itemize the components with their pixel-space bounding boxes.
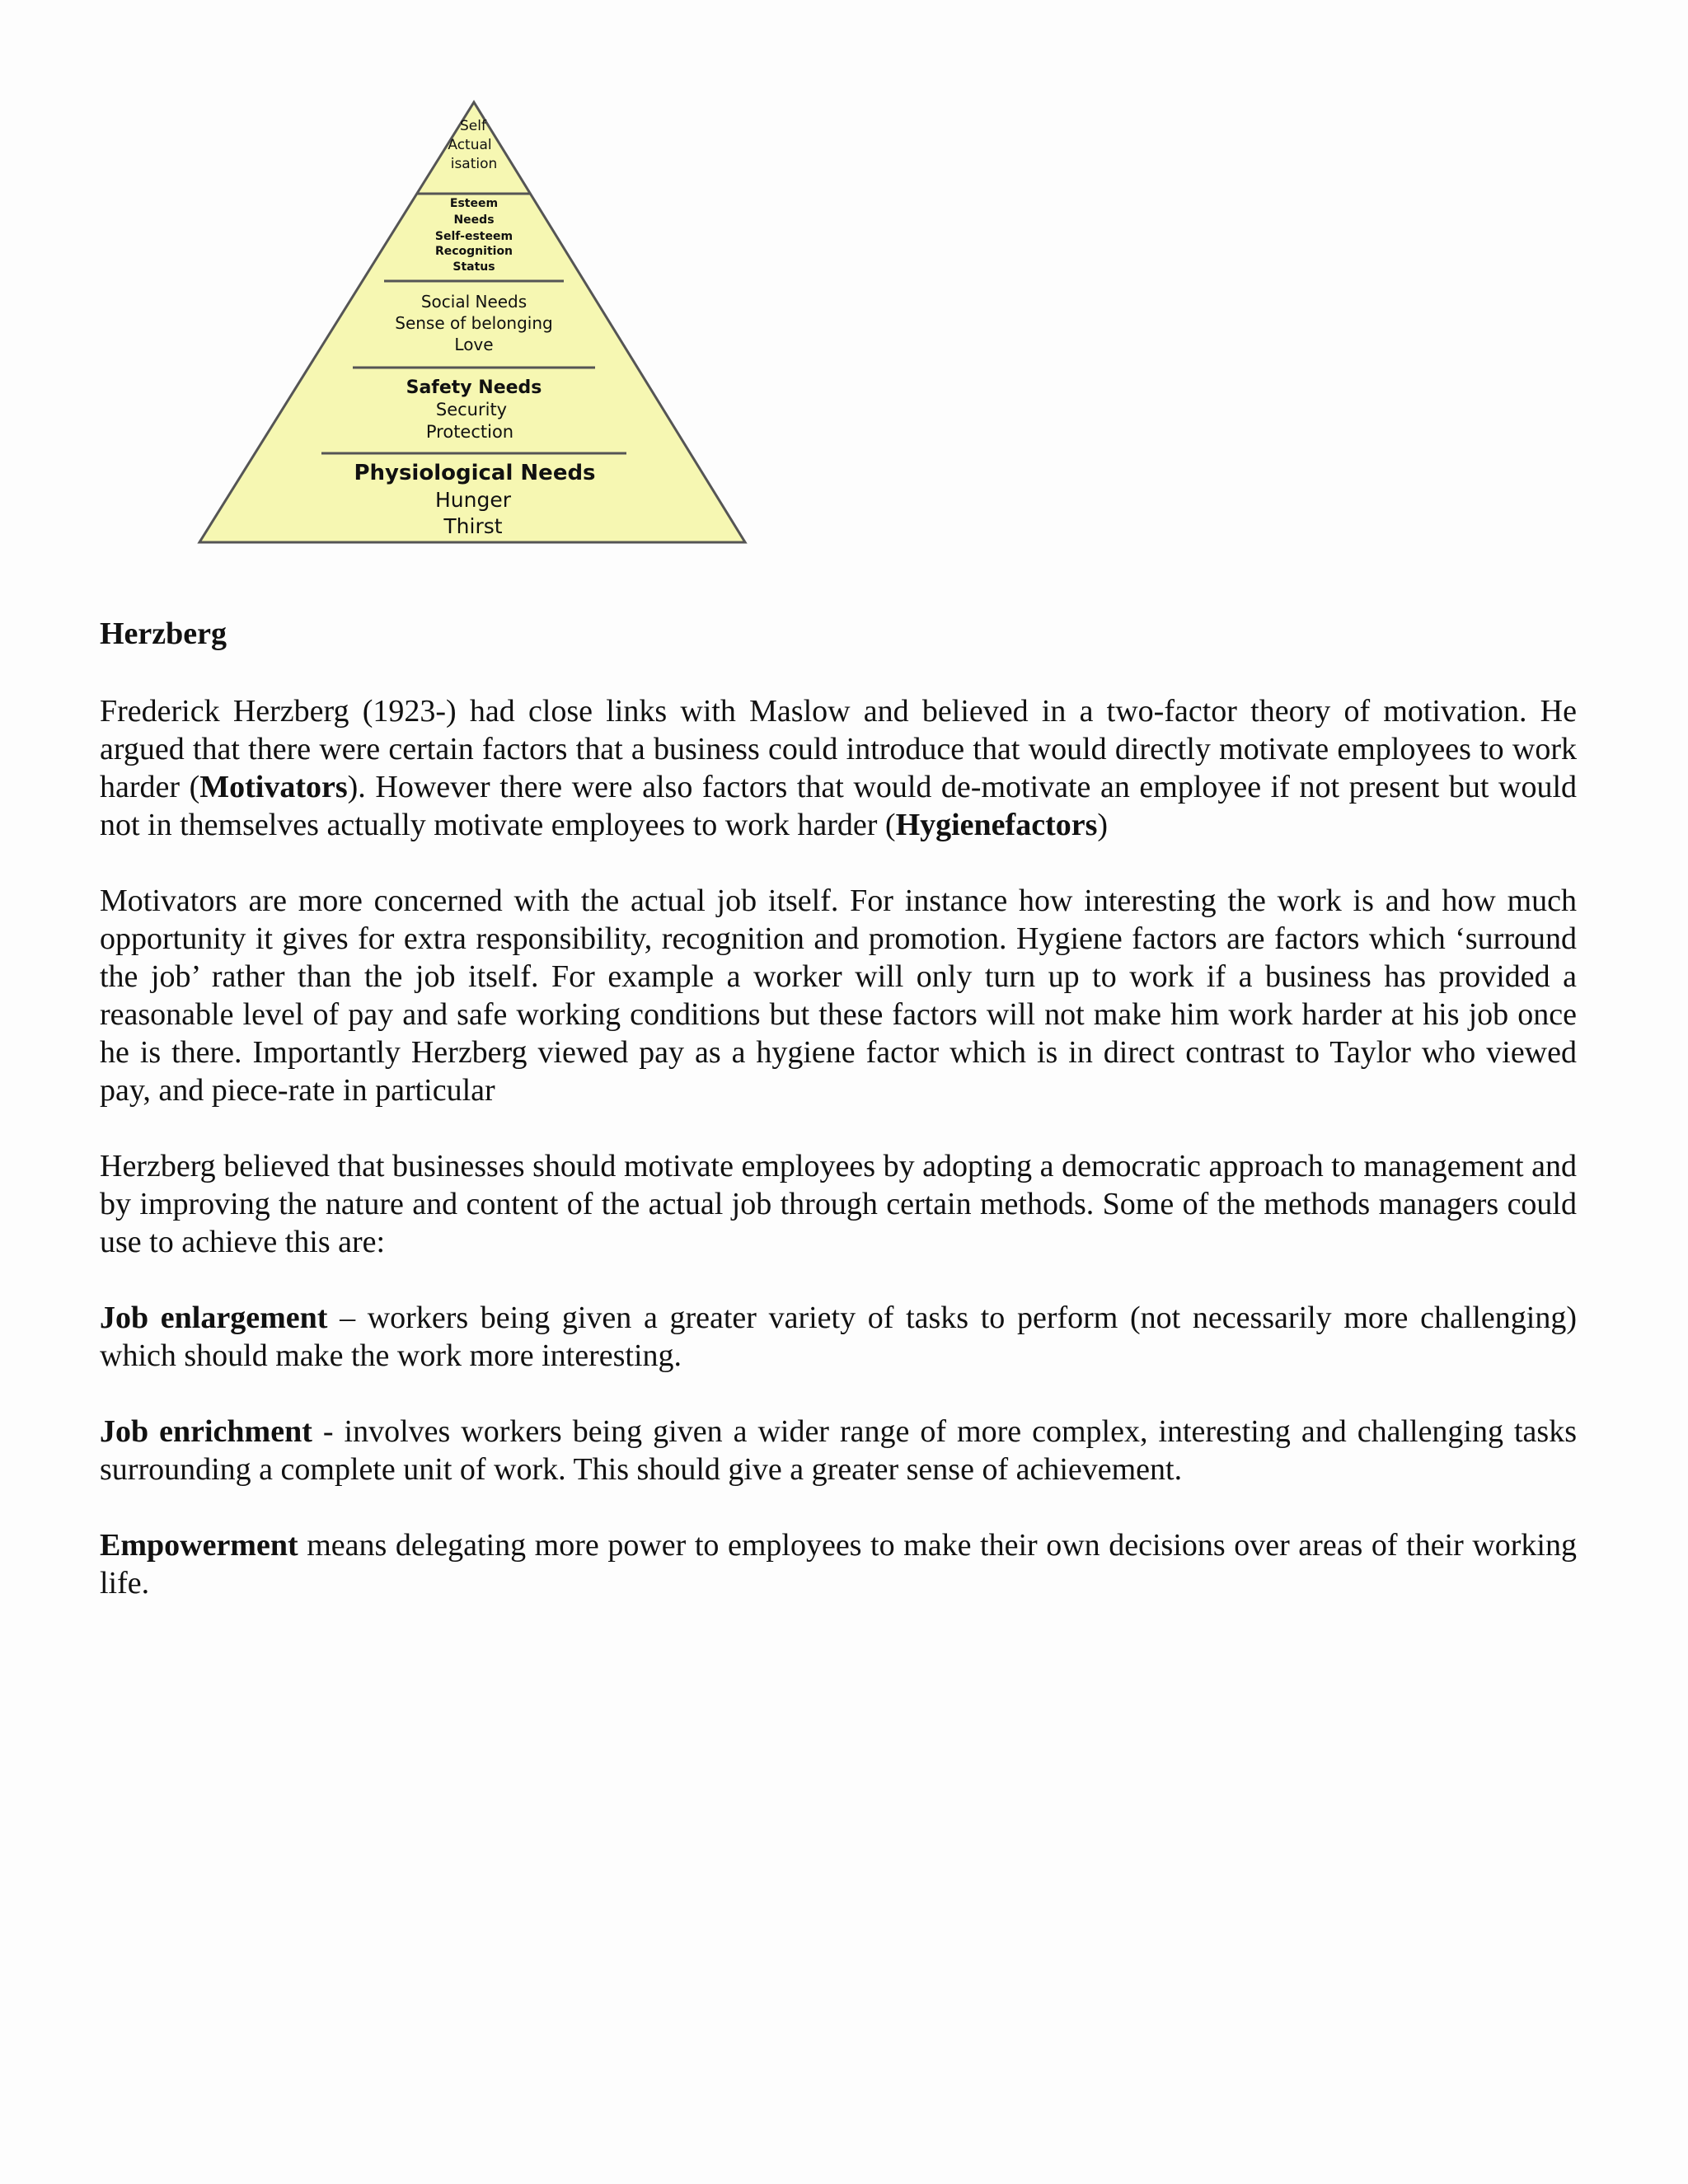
level-physiological-line: Thirst	[443, 514, 503, 538]
level-self-actualisation-line: Actual	[448, 137, 492, 153]
level-esteem-line: Self-esteem	[434, 230, 513, 243]
level-self-actualisation-line: isation	[450, 156, 498, 172]
level-social-line: Sense of belonging	[395, 313, 553, 333]
level-esteem-line: Recognition	[434, 245, 513, 258]
level-safety-title: Safety Needs	[406, 377, 542, 398]
paragraph-empowerment	[100, 1526, 1577, 1602]
level-social-line: Love	[454, 335, 494, 354]
level-safety-line: Security	[435, 400, 508, 419]
term-empowerment: Empowerment	[100, 1528, 298, 1563]
paragraph-two-factor-theory	[100, 692, 1577, 844]
level-physiological-line: Hunger	[434, 488, 512, 512]
definition-text: means delegating more power to employees to make their own decisions over areas of their working life.	[100, 1528, 1577, 1601]
term-hygiene-factors: Hygienefactors	[895, 808, 1098, 842]
level-esteem-line: Status	[452, 260, 495, 274]
level-social-line: Social Needs	[420, 292, 528, 312]
term-job-enlargement: Job enlargement	[100, 1301, 328, 1335]
definition-text: – workers being given a greater variety of tasks to perform (not necessarily more challenging) which should make the work more interesting.	[100, 1301, 1578, 1373]
maslow-pyramid-diagram	[195, 97, 758, 552]
level-safety-line: Protection	[425, 422, 514, 442]
paragraph-motivators-hygiene: Motivators are more concerned with the actual job itself. For instance how interesting the work is and how much opportunity it gives for extra responsibility, recognition and promotion. Hygiene factors are factors which ‘surround the job’ rather than the job itself. For example a worker will only turn up to work if a business has provided a reasonable level of pay and safe working conditions but these factors will not make him work harder at his job once he is there. Importantly Herzberg viewed pay as a hygiene factor which is in direct contrast to Taylor who viewed pay, and piece-rate in particular	[100, 883, 1577, 1108]
paragraph-job-enrichment	[100, 1413, 1577, 1488]
paragraph-text: )	[1097, 808, 1109, 842]
term-job-enrichment: Job enrichment	[100, 1414, 312, 1449]
paragraph-text: Frederick Herzberg (1923-) had close links with Maslow and believed in a two-factor theory of motivation. He argued that there were certain factors that a business could introduce that would directly motivate employees to work harder (	[100, 694, 1577, 804]
section-heading: Herzberg	[100, 616, 227, 651]
paragraph-methods-intro: Herzberg believed that businesses should motivate employees by adopting a democratic approach to management and by improving the nature and content of the actual job through certain methods. Some of the methods managers could use to achieve this are:	[100, 1149, 1577, 1259]
level-esteem-line: Needs	[453, 213, 495, 227]
term-motivators: Motivators	[199, 770, 348, 804]
paragraph-job-enlargement	[100, 1299, 1577, 1375]
paragraph-text: ). However there were also factors that would de-motivate an employee if not present but would not in themselves actually motivate employees to work harder (	[100, 770, 1577, 842]
document-body	[100, 615, 1577, 1640]
level-self-actualisation-line: Self	[460, 118, 486, 134]
level-esteem-line: Esteem	[449, 197, 499, 210]
definition-text: - involves workers being given a wider range of more complex, interesting and challenging tasks surrounding a complete unit of work. This should give a greater sense of achievement.	[100, 1414, 1577, 1487]
level-physiological-title: Physiological Needs	[354, 461, 596, 485]
